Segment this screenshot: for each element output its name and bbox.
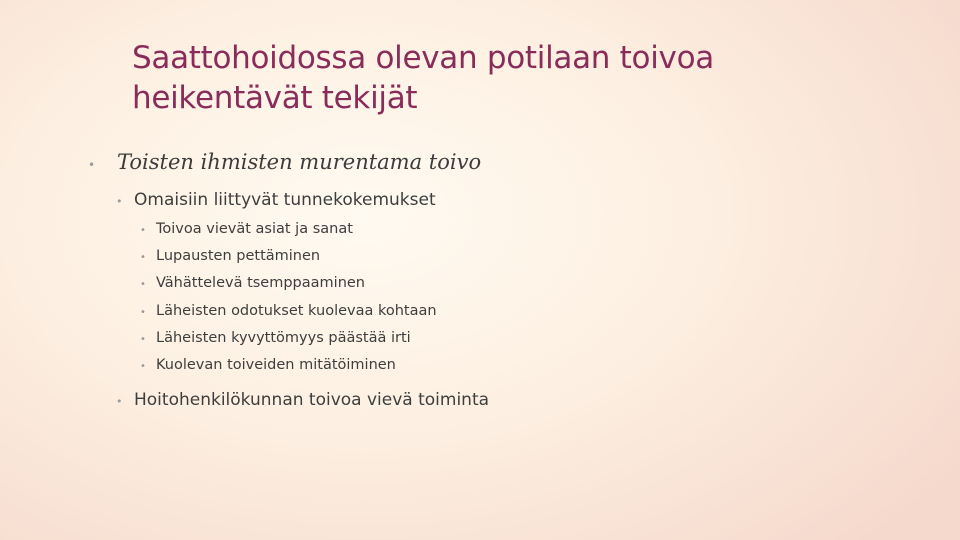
bullet-dot-icon: • [140,225,146,236]
bullet-text: Vähättelevä tsemppaaminen [156,275,365,291]
bullet-level3-item [140,330,411,346]
bullet-level3-item [140,221,353,237]
bullet-text: Läheisten odotukset kuolevaa kohtaan [156,303,437,319]
title-line-1: Saattohoidossa olevan potilaan toivoa [132,40,714,76]
bullet-level1 [88,150,481,174]
bullet-level2-hoitohenkilokunta [116,390,489,410]
bullet-level2-omaisiin [116,190,436,210]
bullet-text: Toivoa vievät asiat ja sanat [156,221,353,237]
bullet-dot-icon: • [88,158,96,172]
bullet-level3-item [140,357,396,373]
bullet-text: Hoitohenkilökunnan toivoa vievä toiminta [134,390,490,410]
bullet-dot-icon: • [116,395,123,408]
bullet-text: Kuolevan toiveiden mitätöiminen [156,357,396,373]
bullet-dot-icon: • [140,307,146,318]
bullet-dot-icon: • [140,334,146,345]
bullet-level3-item [140,303,437,319]
bullet-text: Toisten ihmisten murentama toivo [117,150,482,174]
bullet-dot-icon: • [140,279,146,290]
slide-title [132,38,892,118]
title-line-2: heikentävät tekijät [132,80,418,116]
bullet-text: Läheisten kyvyttömyys päästää irti [156,330,411,346]
bullet-text: Lupausten pettäminen [156,248,321,264]
bullet-level3-item [140,248,320,264]
bullet-dot-icon: • [140,361,146,372]
bullet-dot-icon: • [116,195,123,208]
bullet-level3-item [140,275,365,291]
bullet-dot-icon: • [140,252,146,263]
bullet-text: Omaisiin liittyvät tunnekokemukset [134,190,436,210]
